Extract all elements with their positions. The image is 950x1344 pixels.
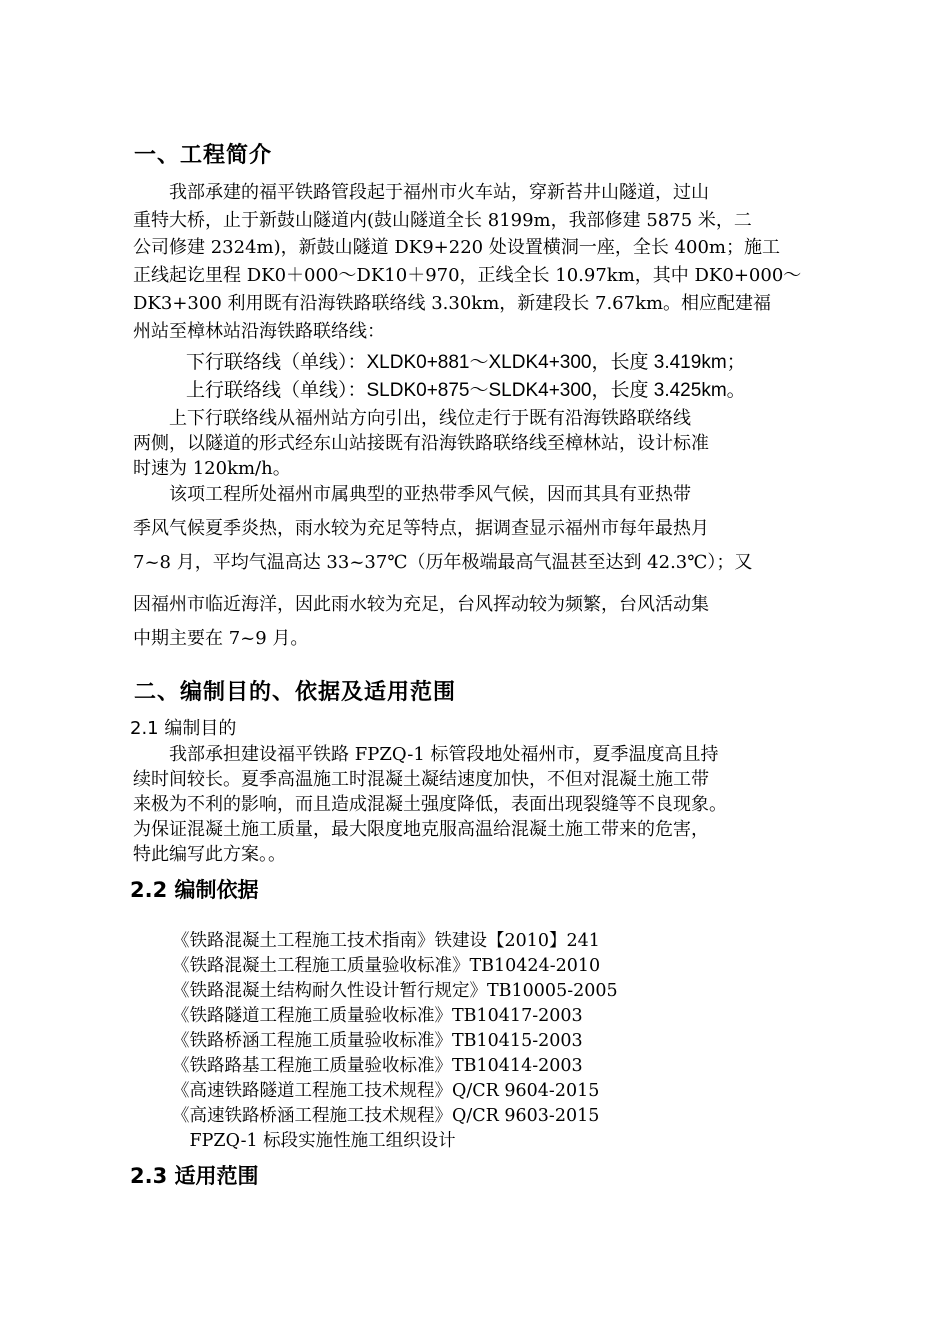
purpose-line: 为保证混凝土施工质量，最大限度地克服高温给混凝土施工带来的危害， [133,819,709,840]
subsection-2-3-heading: 2.3 适用范围 [130,1164,259,1188]
para3-line: 该项工程所处福州市属典型的亚热带季风气候，因而其具有亚热带 [133,484,691,505]
reference-item: 《高速铁路隧道工程施工技术规程》Q/CR 9604-2015 [172,1081,600,1101]
para2-line: 时速为 120km/h。 [133,458,291,479]
para3-line: 季风气候夏季炎热，雨水较为充足等特点，据调查显示福州市每年最热月 [133,518,709,539]
reference-item: 《高速铁路桥涵工程施工技术规程》Q/CR 9603-2015 [172,1106,600,1126]
para1-line: DK3+300 利用既有沿海铁路联络线 3.30km，新建段长 7.67km。相应配建福 [133,293,772,314]
para1-line: 重特大桥，止于新鼓山隧道内(鼓山隧道全长 8199m，我部修建 5875 米，二 [133,210,752,231]
reference-item: 《铁路混凝土结构耐久性设计暂行规定》TB10005-2005 [172,981,618,1001]
subsection-2-1-heading: 2.1 编制目的 [130,718,237,739]
section-2-heading: 二、编制目的、依据及适用范围 [134,680,457,705]
para1-line: 我部承建的福平铁路管段起于福州市火车站，穿新苔井山隧道，过山 [133,182,709,203]
para1-line: 正线起讫里程 DK0＋000～DK10＋970，正线全长 10.97km，其中 DK0+000～ [133,265,802,286]
section-1-heading: 一、工程简介 [134,143,273,168]
purpose-line: 我部承担建设福平铁路 FPZQ-1 标管段地处福州市，夏季温度高且持 [133,744,719,765]
para2-line: 两侧，以隧道的形式经东山站接既有沿海铁路联络线至樟林站，设计标准 [133,433,709,454]
reference-item: FPZQ-1 标段实施性施工组织设计 [172,1131,456,1151]
reference-item: 《铁路混凝土工程施工质量验收标准》TB10424-2010 [172,956,601,976]
subsection-2-2-heading: 2.2 编制依据 [130,878,259,902]
para3-line: 因福州市临近海洋，因此雨水较为充足，台风挥动较为频繁，台风活动集 [133,594,709,615]
para1-line: 州站至樟林站沿海铁路联络线： [133,321,385,342]
purpose-line: 特此编写此方案。。 [133,844,286,865]
reference-item: 《铁路隧道工程施工质量验收标准》TB10417-2003 [172,1006,583,1026]
para3-line: 7~8 月，平均气温高达 33~37℃（历年极端最高气温甚至达到 42.3℃）；又 [133,552,753,573]
reference-item: 《铁路桥涵工程施工质量验收标准》TB10415-2003 [172,1031,583,1051]
purpose-line: 来极为不利的影响，而且造成混凝土强度降低，表面出现裂缝等不良现象。 [133,794,727,815]
para3-line: 中期主要在 7~9 月。 [133,628,309,649]
para1-line: 公司修建 2324m)，新鼓山隧道 DK9+220 处设置横洞一座，全长 400m；施工 [133,237,780,258]
para2-line: 上下行联络线从福州站方向引出，线位走行于既有沿海铁路联络线 [133,408,691,429]
reference-item: 《铁路路基工程施工质量验收标准》TB10414-2003 [172,1056,583,1076]
reference-item: 《铁路混凝土工程施工技术指南》铁建设【2010】241 [172,931,600,951]
down-line-info: 下行联络线（单线）：XLDK0+881～XLDK4+300，长度 3.419km； [186,352,746,373]
up-line-info: 上行联络线（单线）：SLDK0+875～SLDK4+300，长度 3.425km。 [186,380,746,401]
purpose-line: 续时间较长。夏季高温施工时混凝土凝结速度加快，不但对混凝土施工带 [133,769,709,790]
